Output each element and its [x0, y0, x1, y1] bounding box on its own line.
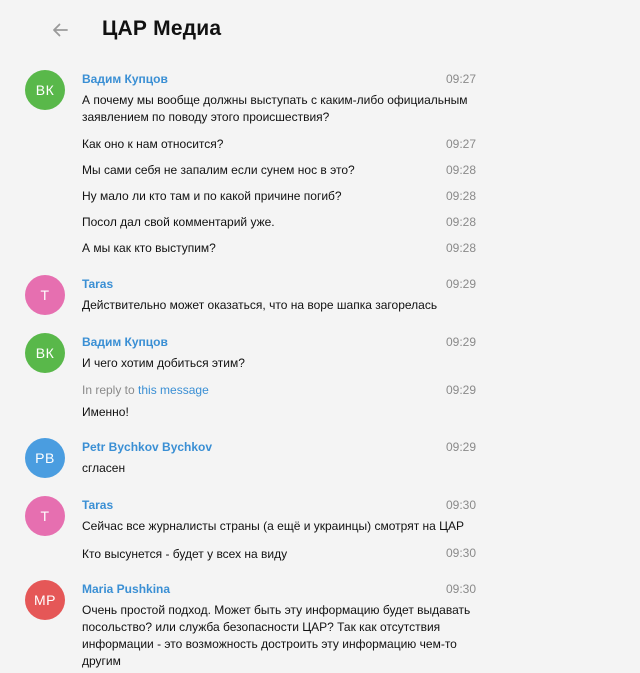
- back-button[interactable]: [46, 16, 74, 44]
- message-text: Действительно может оказаться, что на воре шапка загорелась: [82, 298, 438, 312]
- chat-header: [0, 0, 640, 62]
- message-time: 09:29: [446, 335, 477, 349]
- message-time: 09:28: [446, 189, 477, 203]
- message-text: А мы как кто выступим?: [82, 241, 216, 255]
- reply-header: [82, 383, 209, 397]
- sender-name[interactable]: Вадим Купцов: [82, 335, 168, 349]
- message-time: 09:27: [446, 72, 477, 86]
- avatar[interactable]: T: [25, 496, 65, 536]
- avatar[interactable]: T: [25, 275, 65, 315]
- sender-name[interactable]: Taras: [82, 277, 114, 291]
- message-time: 09:27: [446, 137, 477, 151]
- message-time: 09:28: [446, 163, 477, 177]
- message-text: Сейчас все журналисты страны (а ещё и украинцы) смотрят на ЦАР: [82, 519, 465, 533]
- message-text: И чего хотим добиться этим?: [82, 356, 245, 370]
- avatar[interactable]: PB: [25, 438, 65, 478]
- message-time: 09:28: [446, 241, 477, 255]
- message-time: 09:30: [446, 582, 477, 596]
- message-time: 09:29: [446, 440, 477, 454]
- reply-link[interactable]: this message: [138, 383, 209, 397]
- message-list[interactable]: [0, 62, 640, 673]
- message-time: 09:29: [446, 383, 477, 397]
- arrow-left-icon: [51, 21, 69, 39]
- message-text: Очень простой подход. Может быть эту информацию будет выдавать посольство? или служба безопасности ЦАР? Так как отсутствия информации - это возможность достроить эту информацию чем-то другим: [82, 603, 471, 668]
- message-text: Как оно к нам относится?: [82, 137, 224, 151]
- message-text: Именно!: [82, 405, 129, 419]
- sender-name[interactable]: Petr Bychkov Bychkov: [82, 440, 213, 454]
- message-text: Мы сами себя не запалим если сунем нос в это?: [82, 163, 355, 177]
- avatar[interactable]: ВК: [25, 333, 65, 373]
- chat-title: ЦАР Медиа: [102, 17, 222, 40]
- avatar[interactable]: MP: [25, 580, 65, 620]
- sender-name[interactable]: Вадим Купцов: [82, 72, 168, 86]
- message-text: Кто высунется - будет у всех на виду: [82, 547, 288, 561]
- message-text: сгласен: [82, 461, 126, 475]
- message-text: А почему мы вообще должны выступать с каким-либо официальным заявлением по поводу этого происшествия?: [82, 93, 468, 124]
- sender-name[interactable]: Maria Pushkina: [82, 582, 171, 596]
- sender-name[interactable]: Taras: [82, 498, 114, 512]
- message-time: 09:30: [446, 546, 477, 560]
- message-text: Ну мало ли кто там и по какой причине погиб?: [82, 189, 342, 203]
- message-text: Посол дал свой комментарий уже.: [82, 215, 275, 229]
- avatar[interactable]: ВК: [25, 70, 65, 110]
- reply-prefix: In reply to: [82, 383, 135, 397]
- message-time: 09:30: [446, 498, 477, 512]
- message-time: 09:28: [446, 215, 477, 229]
- message-time: 09:29: [446, 277, 477, 291]
